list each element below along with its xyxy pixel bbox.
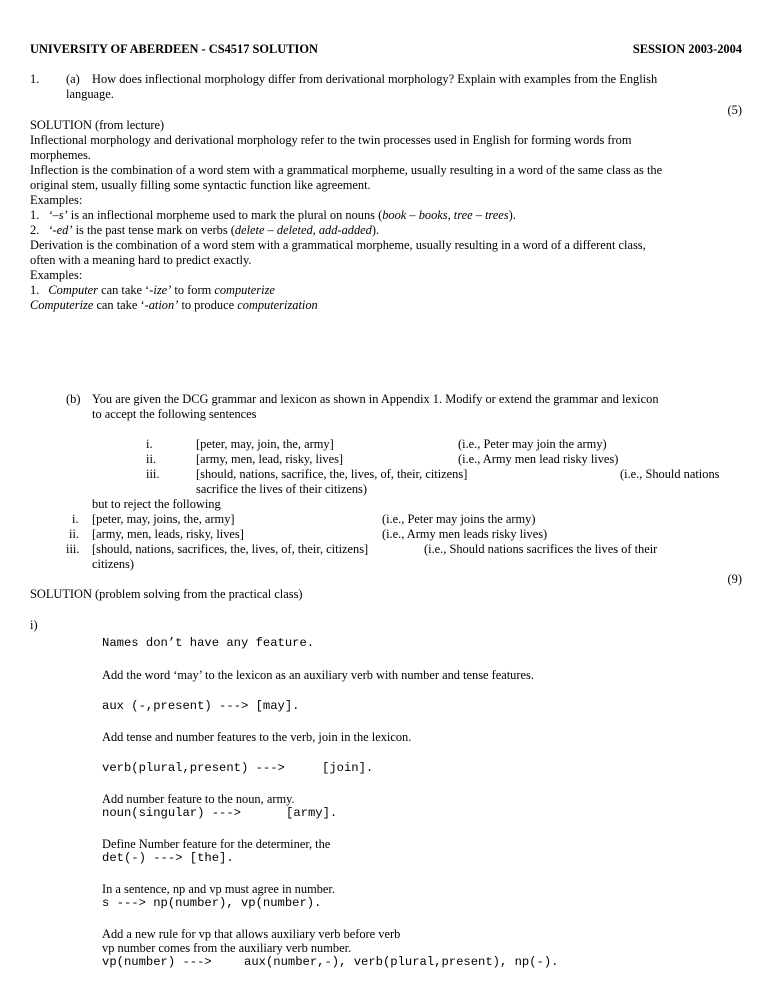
- example-suffix: -ize’: [149, 283, 172, 297]
- rule-vp-head: vp(number) --->: [102, 955, 212, 969]
- header-course: UNIVERSITY OF ABERDEEN - CS4517 SOLUTION: [30, 42, 318, 56]
- solution-b-item-i-label: i): [30, 618, 38, 632]
- rule-aux: aux (-,present) ---> [may].: [102, 699, 300, 713]
- reject-item-sentence: [should, nations, sacrifices, the, lives, of, their, citizens]: [92, 542, 369, 556]
- example-number: 1.: [30, 283, 40, 297]
- accept-item-gloss: (i.e., Peter may join the army): [458, 437, 607, 451]
- step-agreement: In a sentence, np and vp must agree in number.: [102, 882, 335, 896]
- rule-det: det(-) ---> [the].: [102, 851, 234, 865]
- rule-s: s ---> np(number), vp(number).: [102, 896, 322, 910]
- example-words: book – books, tree – trees: [382, 208, 509, 222]
- rule-noun-head: noun(singular) --->: [102, 806, 241, 820]
- accept-item-sentence: [army, men, lead, risky, lives]: [196, 452, 344, 466]
- reject-item-sentence: [peter, may, joins, the, army]: [92, 512, 235, 526]
- accept-item-sentence: [peter, may, join, the, army]: [196, 437, 334, 451]
- reject-item-gloss: (i.e., Should nations sacrifices the lives of their: [424, 542, 658, 556]
- example-inflection-1: [30, 208, 742, 223]
- example-text: can take ‘: [96, 298, 145, 312]
- reject-item-gloss-cont: citizens): [92, 557, 134, 571]
- question-part-a-letter: (a): [66, 72, 80, 86]
- solution-a-p3: Derivation is the combination of a word stem with a grammatical morpheme, usually resulting in a word of a different class,: [30, 238, 646, 252]
- question-part-a-text: How does inflectional morphology differ from derivational morphology? Explain with examples from the English: [92, 72, 658, 86]
- question-part-a-text-cont: language.: [66, 87, 114, 101]
- example-text: is the past tense mark on verbs (: [75, 223, 235, 237]
- reject-item-sentence: [army, men, leads, risky, lives]: [92, 527, 244, 541]
- example-number: 1.: [30, 208, 40, 222]
- accept-item-gloss-cont: sacrifice the lives of their citizens): [196, 482, 367, 496]
- example-text: can take ‘: [101, 283, 150, 297]
- solution-a: [30, 118, 742, 313]
- reject-item-num: i.: [72, 512, 79, 526]
- step-new-vp-rule: Add a new rule for vp that allows auxiliary verb before verb: [102, 927, 401, 941]
- reject-item-num: ii.: [69, 527, 79, 541]
- step-add-number: Add number feature to the noun, army.: [102, 792, 295, 806]
- example-derivation-1: [30, 283, 742, 298]
- rule-verb-head: verb(plural,present) --->: [102, 761, 285, 775]
- accept-item-num: i.: [146, 437, 153, 451]
- rule-verb-body: [join].: [322, 761, 374, 775]
- examples-label: Examples:: [30, 193, 83, 207]
- question-number: 1.: [30, 72, 40, 86]
- accept-item-num: ii.: [146, 452, 156, 466]
- accept-item-num: iii.: [146, 467, 160, 481]
- rule-vp-body: aux(number,-), verb(plural,present), np(-).: [244, 955, 559, 969]
- header-session: SESSION 2003-2004: [632, 42, 742, 56]
- rule-noun-body: [army].: [286, 806, 338, 820]
- solution-b-heading: SOLUTION (problem solving from the practical class): [30, 587, 303, 601]
- solution-a-p2: Inflection is the combination of a word stem with a grammatical morpheme, usually resulting in a word of the same class as the: [30, 163, 663, 177]
- step-vp-number: vp number comes from the auxiliary verb number.: [102, 941, 352, 955]
- step-add-may: Add the word ‘may’ to the lexicon as an auxiliary verb with number and tense features.: [102, 668, 534, 682]
- example-end: ).: [508, 208, 516, 222]
- example-suffix: -ation’: [144, 298, 179, 312]
- question-part-a-marks: (5): [727, 103, 742, 117]
- reject-item-num: iii.: [66, 542, 80, 556]
- solution-a-p1b: morphemes.: [30, 148, 91, 162]
- example-text: to produce: [181, 298, 235, 312]
- reject-item-gloss: (i.e., Peter may joins the army): [382, 512, 536, 526]
- solution-a-p2b: original stem, usually filling some syntactic function like agreement.: [30, 178, 371, 192]
- question-part-b-marks: (9): [727, 572, 742, 586]
- example-word: Computer: [48, 283, 98, 297]
- example-result: computerize: [214, 283, 275, 297]
- example-words: delete – deleted, add-added: [234, 223, 372, 237]
- question-part-b-text-cont: to accept the following sentences: [92, 407, 257, 421]
- example-morpheme: ‘-ed’: [48, 223, 73, 237]
- note-names: Names don’t have any feature.: [102, 636, 315, 650]
- example-end: ).: [371, 223, 380, 237]
- step-add-tense: Add tense and number features to the verb, join in the lexicon.: [102, 730, 412, 744]
- step-define-det: Define Number feature for the determiner, the: [102, 837, 331, 851]
- solution-a-p1: Inflectional morphology and derivational morphology refer to the twin processes used in English for forming words from: [30, 133, 632, 147]
- example-derivation-2: [30, 298, 742, 313]
- question-part-b-text: You are given the DCG grammar and lexicon as shown in Appendix 1. Modify or extend the grammar and lexicon: [92, 392, 659, 406]
- example-text: to form: [174, 283, 212, 297]
- example-number: 2.: [30, 223, 40, 237]
- question-part-b-letter: (b): [66, 392, 81, 406]
- reject-item-gloss: (i.e., Army men leads risky lives): [382, 527, 548, 541]
- example-result: computerization: [237, 298, 318, 312]
- accept-item-sentence: [should, nations, sacrifice, the, lives, of, their, citizens]: [196, 467, 468, 481]
- example-inflection-2: [30, 223, 742, 238]
- reject-intro: but to reject the following: [92, 497, 221, 511]
- examples-label: Examples:: [30, 268, 83, 282]
- example-text: is an inflectional morpheme used to mark the plural on nouns (: [70, 208, 383, 222]
- solution-a-p3b: often with a meaning hard to predict exactly.: [30, 253, 252, 267]
- accept-item-gloss: (i.e., Army men lead risky lives): [458, 452, 619, 466]
- accept-item-gloss: (i.e., Should nations: [620, 467, 720, 481]
- example-morpheme: ‘–s’: [48, 208, 68, 222]
- solution-a-heading: SOLUTION (from lecture): [30, 118, 165, 132]
- example-word: Computerize: [30, 298, 94, 312]
